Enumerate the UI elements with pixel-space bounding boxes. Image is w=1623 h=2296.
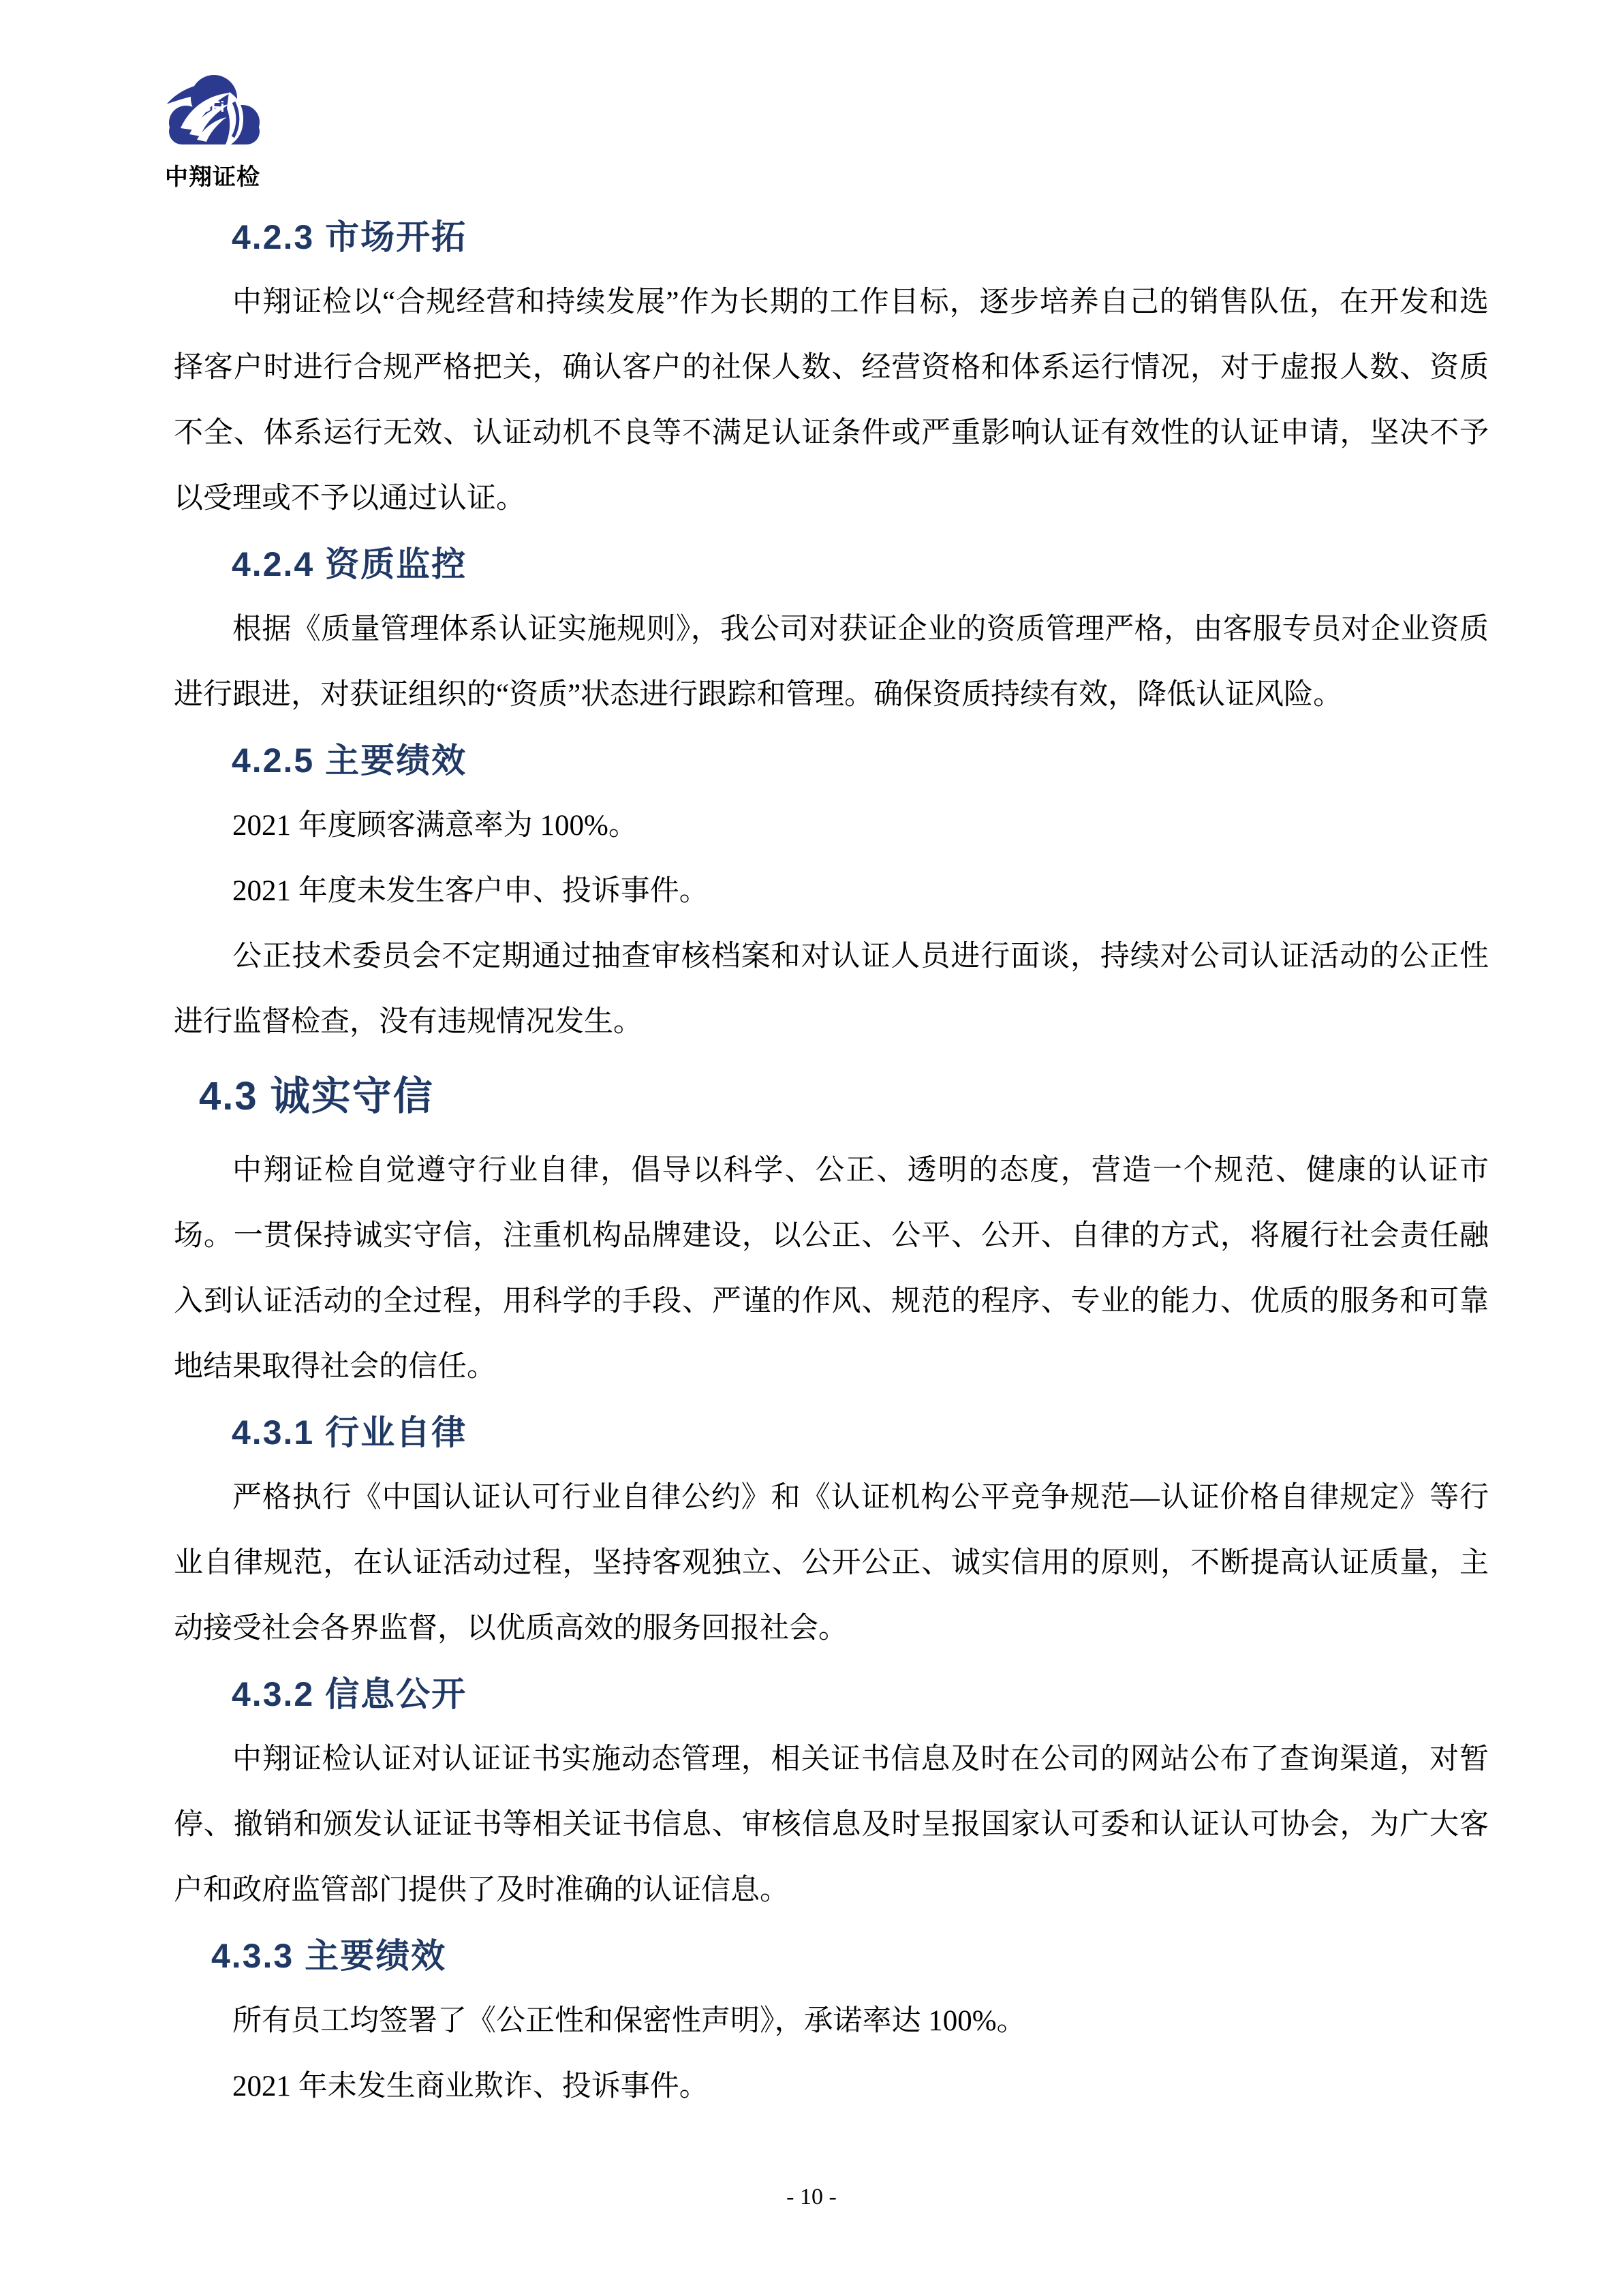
paragraph-declaration-signing: 所有员工均签署了《公正性和保密性声明》，承诺率达 100%。 bbox=[232, 2005, 1026, 2037]
paragraph-market-development: 中翔证检以“合规经营和持续发展”作为长期的工作目标，逐步培养自己的销售队伍，在开发和选择客户时进行合规严格把关，确认客户的社保人数、经营资格和体系运行情况，对于虚报人数、资质不全、体系运行无效、认证动机不良等不满足认证条件或严重影响认证有效性的认证申请，坚决不予以受理或不予以通过认证。 bbox=[174, 286, 1489, 515]
section-heading-4-3-3: 4.3.3 主要绩效 bbox=[211, 1937, 447, 1975]
logo-acronym: CFi bbox=[200, 98, 225, 115]
document-body bbox=[174, 204, 1489, 2119]
paragraph-no-complaints: 2021 年度未发生客户申、投诉事件。 bbox=[232, 875, 709, 907]
paragraph-qualification-monitoring: 根据《质量管理体系认证实施规则》，我公司对获证企业的资质管理严格，由客服专员对企业资质进行跟进，对获证组织的“资质”状态进行跟踪和管理。确保资质持续有效，降低认证风险。 bbox=[174, 613, 1489, 711]
paragraph-industry-self-discipline: 严格执行《中国认证认可行业自律公约》和《认证机构公平竞争规范—认证价格自律规定》等行业自律规范，在认证活动过程，坚持客观独立、公开公正、诚实信用的原则，不断提高认证质量，主动接受社会各界监督，以优质高效的服务回报社会。 bbox=[174, 1482, 1489, 1644]
logo-wordmark: 中翔证检 bbox=[165, 165, 260, 190]
company-logo bbox=[161, 61, 264, 192]
paragraph-impartiality-committee: 公正技术委员会不定期通过抽查审核档案和对认证人员进行面谈，持续对公司认证活动的公正性进行监督检查，没有违规情况发生。 bbox=[174, 940, 1489, 1038]
paragraph-information-disclosure: 中翔证检认证对认证证书实施动态管理，相关证书信息及时在公司的网站公布了查询渠道，对暂停、撤销和颁发认证证书等相关证书信息、审核信息及时呈报国家认可委和认证认可协会，为广大客户和政府监管部门提供了及时准确的认证信息。 bbox=[174, 1743, 1489, 1906]
section-heading-4-3-1: 4.3.1 行业自律 bbox=[232, 1413, 467, 1452]
section-heading-4-2-3: 4.2.3 市场开拓 bbox=[232, 218, 467, 256]
cloud-wings-logo-icon bbox=[161, 61, 264, 157]
section-heading-4-3-2: 4.3.2 信息公开 bbox=[232, 1675, 467, 1713]
section-heading-4-2-4: 4.2.4 资质监控 bbox=[232, 545, 467, 583]
paragraph-no-fraud: 2021 年未发生商业欺诈、投诉事件。 bbox=[232, 2070, 709, 2102]
section-heading-4-2-5: 4.2.5 主要绩效 bbox=[232, 741, 467, 780]
paragraph-integrity-overview: 中翔证检自觉遵守行业自律，倡导以科学、公正、透明的态度，营造一个规范、健康的认证市场。一贯保持诚实守信，注重机构品牌建设，以公正、公平、公开、自律的方式，将履行社会责任融入到认证活动的全过程，用科学的手段、严谨的作风、规范的程序、专业的能力、优质的服务和可靠地结果取得社会的信任。 bbox=[174, 1154, 1489, 1383]
page-number: - 10 - bbox=[786, 2184, 837, 2209]
paragraph-satisfaction-rate: 2021 年度顾客满意率为 100%。 bbox=[232, 810, 638, 842]
section-heading-4-3: 4.3 诚实守信 bbox=[199, 1074, 434, 1118]
